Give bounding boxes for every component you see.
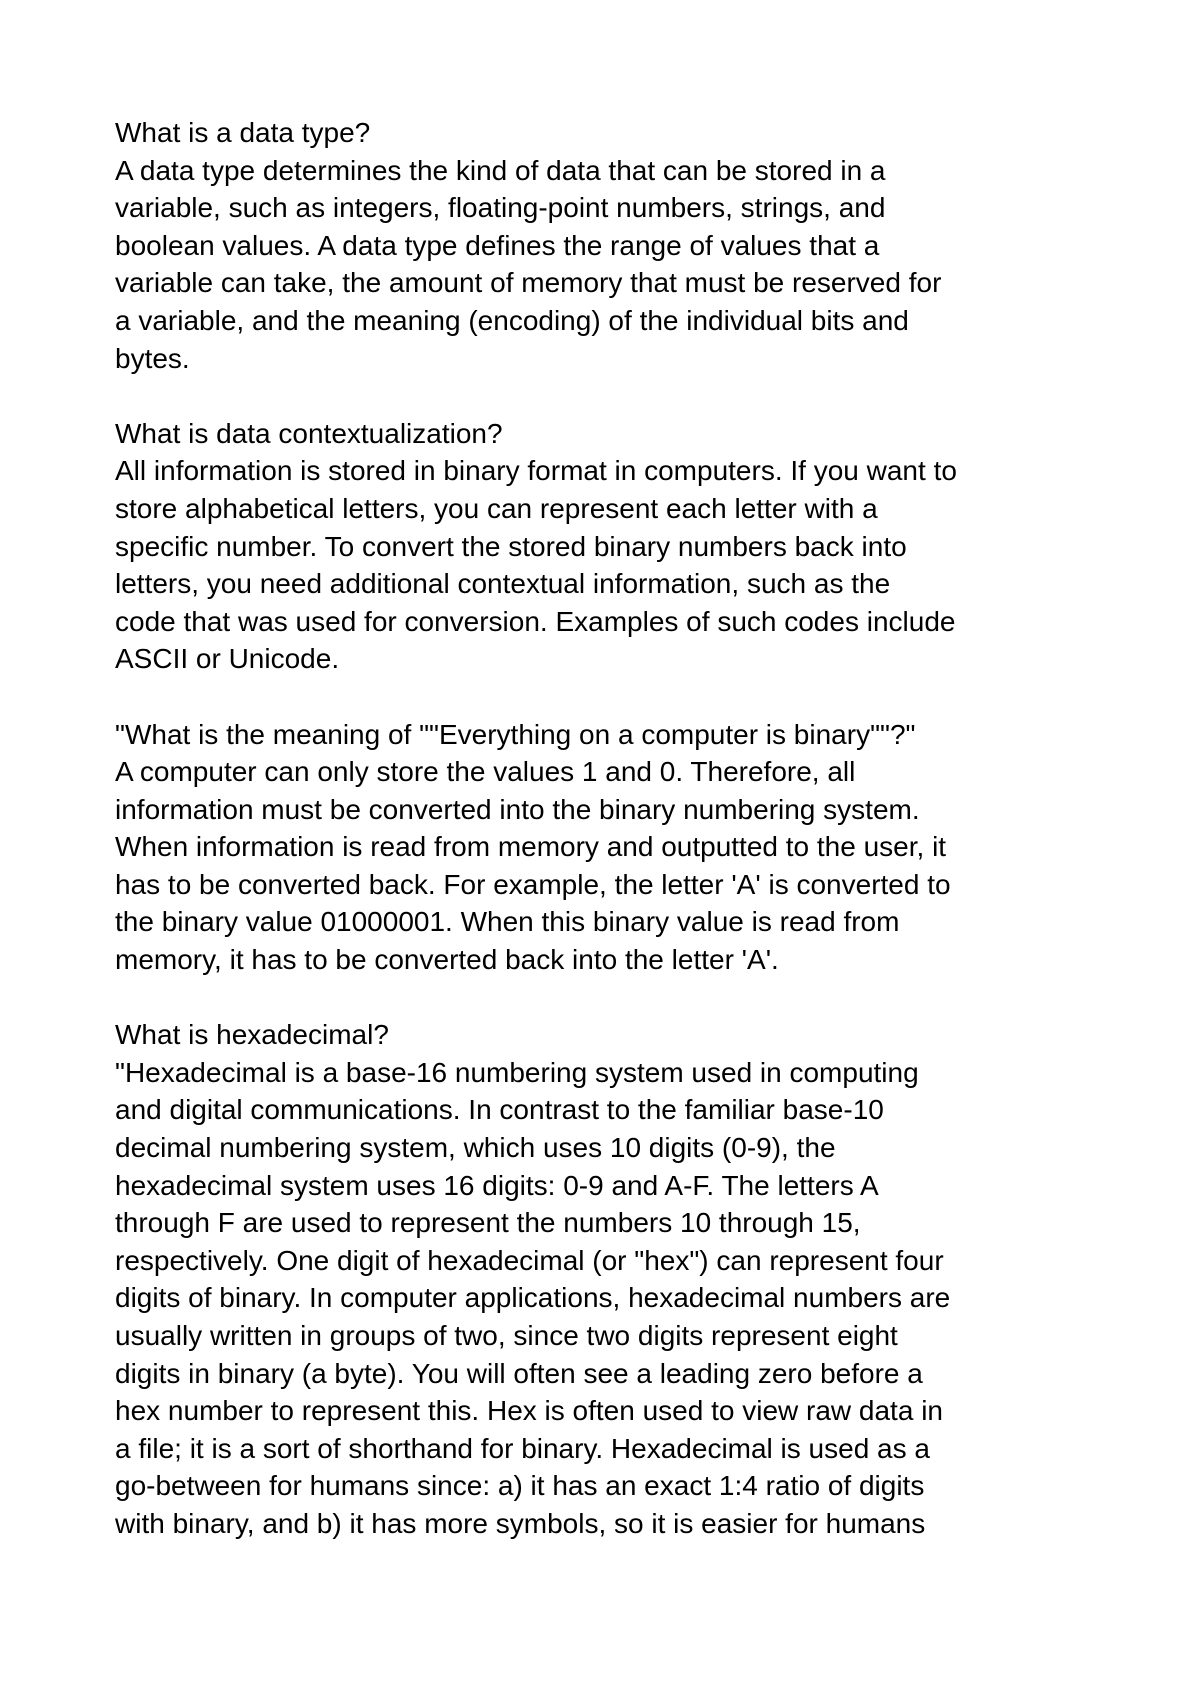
text-line: All information is stored in binary format in computers. If you want to [115, 455, 957, 487]
text-line: go-between for humans since: a) it has an exact 1:4 ratio of digits [115, 1470, 925, 1502]
text-line: a variable, and the meaning (encoding) of the individual bits and [115, 304, 909, 336]
text-line: a file; it is a sort of shorthand for binary. Hexadecimal is used as a [115, 1432, 930, 1464]
section-data-type [115, 114, 1115, 377]
text-line: digits of binary. In computer applications, hexadecimal numbers are [115, 1282, 951, 1314]
question-heading: "What is the meaning of ""Everything on a computer is binary""?" [115, 718, 916, 750]
section-data-contextualization [115, 415, 1115, 678]
text-line: through F are used to represent the numbers 10 through 15, [115, 1207, 861, 1239]
text-line: digits in binary (a byte). You will often see a leading zero before a [115, 1357, 923, 1389]
text-line: hexadecimal system uses 16 digits: 0-9 and A-F. The letters A [115, 1169, 879, 1201]
question-heading: What is data contextualization? [115, 417, 503, 449]
text-line: A computer can only store the values 1 and 0. Therefore, all [115, 756, 856, 788]
text-line: letters, you need additional contextual information, such as the [115, 568, 891, 600]
text-line: "Hexadecimal is a base-16 numbering system used in computing [115, 1056, 919, 1088]
text-line: specific number. To convert the stored binary numbers back into [115, 530, 907, 562]
text-line: variable can take, the amount of memory that must be reserved for [115, 267, 942, 299]
text-line: memory, it has to be converted back into the letter 'A'. [115, 944, 779, 976]
text-line: hex number to represent this. Hex is often used to view raw data in [115, 1395, 943, 1427]
text-line: has to be converted back. For example, the letter 'A' is converted to [115, 868, 951, 900]
text-line: with binary, and b) it has more symbols, so it is easier for humans [115, 1507, 926, 1539]
question-heading: What is a data type? [115, 117, 371, 148]
question-heading: What is hexadecimal? [115, 1019, 389, 1051]
text-line: and digital communications. In contrast to the familiar base-10 [115, 1094, 884, 1126]
text-line: decimal numbering system, which uses 10 digits (0-9), the [115, 1132, 836, 1164]
text-line: the binary value 01000001. When this binary value is read from [115, 906, 900, 938]
text-line: A data type determines the kind of data that can be stored in a [115, 154, 886, 186]
text-line: boolean values. A data type defines the range of values that a [115, 229, 880, 261]
text-line: ASCII or Unicode. [115, 643, 340, 675]
text-line: usually written in groups of two, since two digits represent eight [115, 1320, 898, 1351]
document-page [115, 114, 1115, 1580]
text-line: information must be converted into the binary numbering system. [115, 793, 920, 825]
section-hexadecimal [115, 1016, 1115, 1542]
text-line: respectively. One digit of hexadecimal (or "hex") can represent four [115, 1244, 944, 1276]
text-line: code that was used for conversion. Examples of such codes include [115, 605, 956, 637]
text-line: When information is read from memory and outputted to the user, it [115, 831, 947, 863]
text-line: store alphabetical letters, you can represent each letter with a [115, 492, 878, 524]
text-line: bytes. [115, 342, 190, 374]
section-everything-binary [115, 716, 1115, 979]
text-line: variable, such as integers, floating-point numbers, strings, and [115, 192, 886, 224]
